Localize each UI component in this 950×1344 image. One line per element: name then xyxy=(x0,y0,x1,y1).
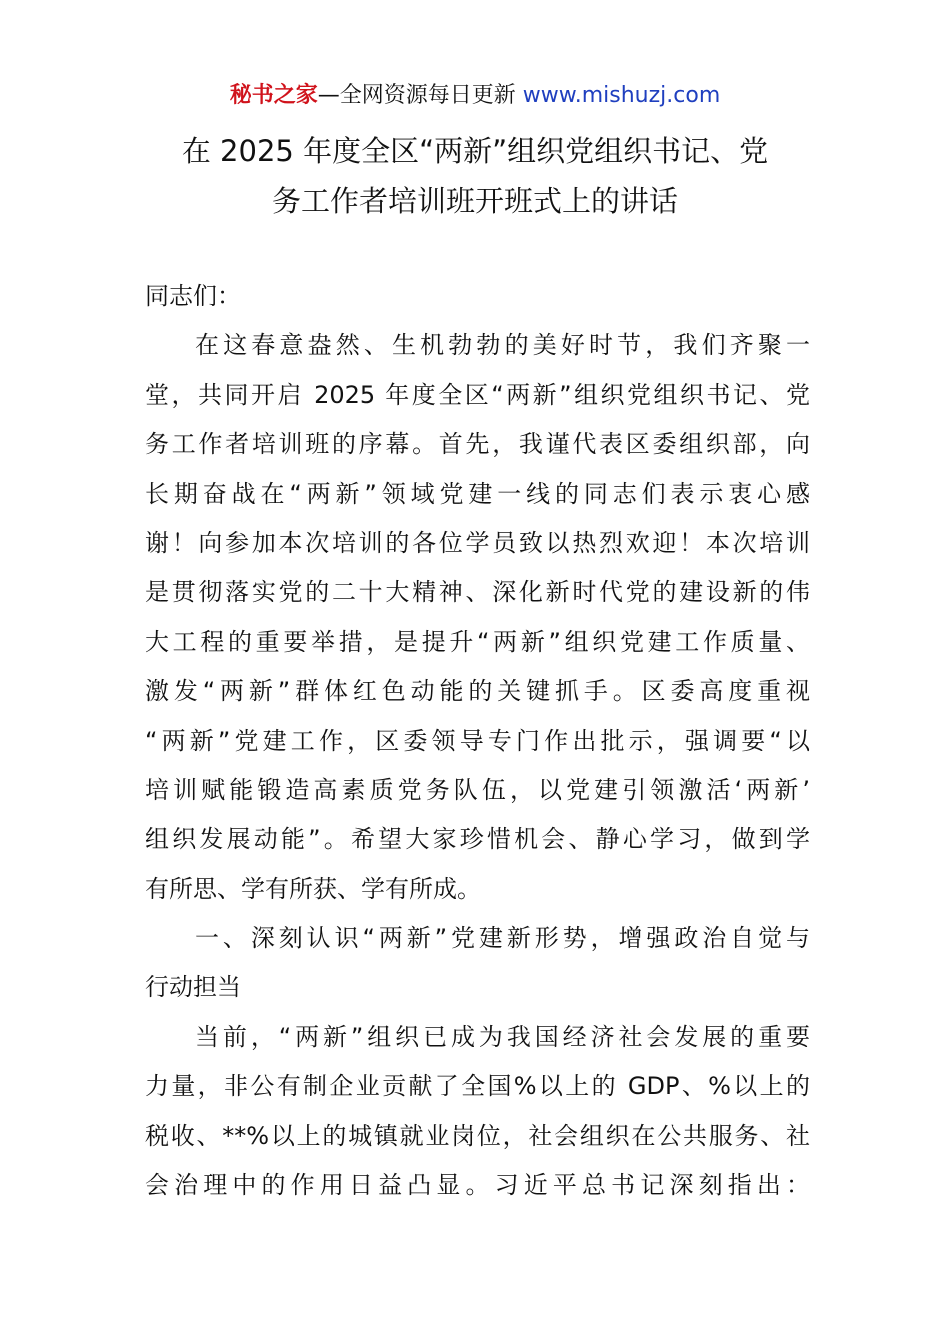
body-line: 有所思、学有所获、学有所成。 xyxy=(145,874,481,903)
body-line: 力量，非公有制企业贡献了全国%以上的 GDP、%以上的 xyxy=(145,1072,810,1101)
body-line: 谢！向参加本次培训的各位学员致以热烈欢迎！本次培训 xyxy=(145,528,810,557)
body-line: 税收、**%以上的城镇就业岗位，社会组织在公共服务、社 xyxy=(145,1121,810,1150)
document-title xyxy=(120,126,830,226)
site-tagline: —全网资源每日更新 xyxy=(317,83,523,108)
site-brand: 秘书之家 xyxy=(229,83,318,108)
body-line: 务工作者培训班的序幕。首先，我谨代表区委组织部，向 xyxy=(145,430,810,459)
body-line: 在这春意盎然、生机勃勃的美好时节，我们齐聚一 xyxy=(195,331,810,360)
title-line-2: 务工作者培训班开班式上的讲话 xyxy=(271,184,678,218)
site-header xyxy=(0,80,950,112)
site-url-link[interactable]: www.mishuzj.com xyxy=(522,83,721,108)
section-heading-cont: 行动担当 xyxy=(145,973,241,1002)
body-line: 大工程的重要举措，是提升“两新”组织党建工作质量、 xyxy=(145,627,810,656)
body-line: 培训赋能锻造高素质党务队伍，以党建引领激活‘两新’ xyxy=(145,775,810,804)
body-line: 是贯彻落实党的二十大精神、深化新时代党的建设新的伟 xyxy=(145,578,810,607)
body-line: “两新”党建工作，区委领导专门作出批示，强调要“以 xyxy=(145,726,810,755)
speech-body xyxy=(145,272,810,1210)
body-line: 当前，“两新”组织已成为我国经济社会发展的重要 xyxy=(195,1022,810,1051)
body-line: 组织发展动能”。希望大家珍惜机会、静心学习，做到学 xyxy=(145,825,810,854)
body-line: 长期奋战在“两新”领域党建一线的同志们表示衷心感 xyxy=(145,479,810,508)
greeting: 同志们： xyxy=(145,282,241,310)
section-heading: 一、深刻认识“两新”党建新形势，增强政治自觉与 xyxy=(195,924,810,953)
title-line-1: 在 2025 年度全区“两新”组织党组织书记、党 xyxy=(181,134,769,168)
body-line: 会治理中的作用日益凸显。习近平总书记深刻指出： xyxy=(145,1171,810,1200)
body-line: 激发“两新”群体红色动能的关键抓手。区委高度重视 xyxy=(145,677,810,706)
body-line: 堂，共同开启 2025 年度全区“两新”组织党组织书记、党 xyxy=(145,380,810,409)
